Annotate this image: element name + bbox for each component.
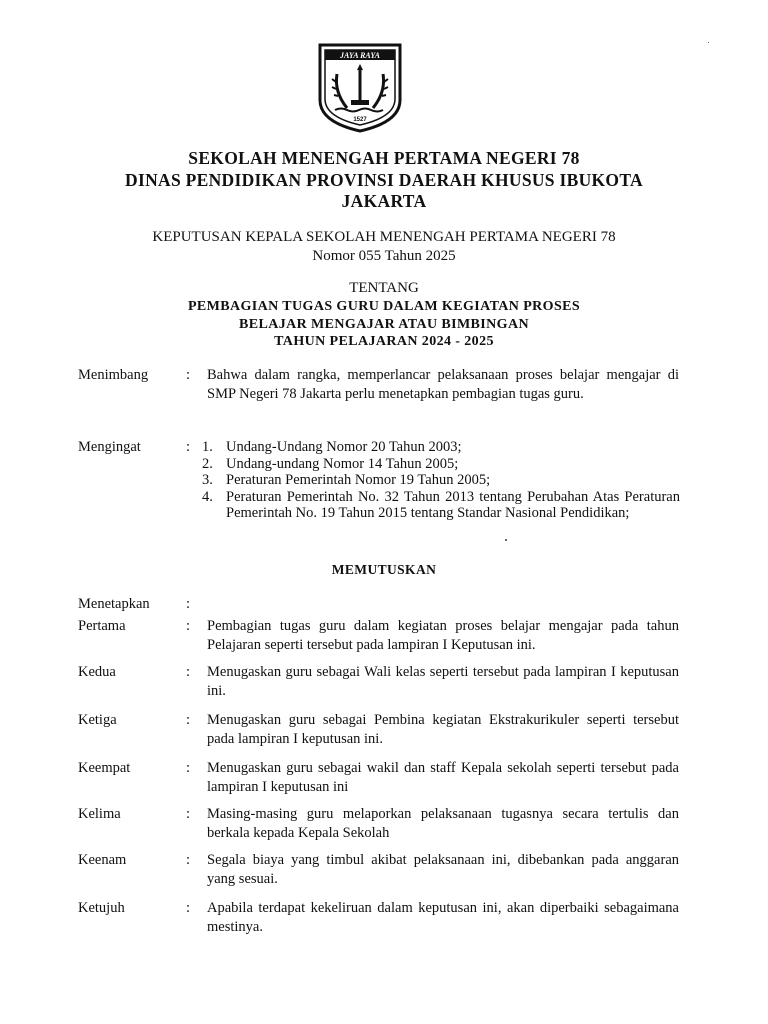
list-item [202,456,680,473]
decree-about: TENTANG [349,280,419,296]
decision-label-keenam: Keenam [78,852,127,868]
decision-colon: : [186,618,191,634]
menimbang-colon: : [186,367,191,383]
decision-colon: : [186,712,191,728]
agency-name: DINAS PENDIDIKAN PROVINSI DAERAH KHUSUS IBUKOTA [125,170,643,190]
mengingat-colon: : [186,439,191,455]
mengingat-label: Mengingat [78,439,141,455]
list-item-text: Peraturan Pemerintah Nomor 19 Tahun 2005; [226,472,491,488]
emblem-motto: JAYA RAYA [340,51,380,60]
decision-label-kedua: Kedua [78,664,116,680]
emblem-year: 1527 [353,117,367,123]
decision-text-keenam: Segala biaya yang timbul akibat pelaksanaan ini, dibebankan pada anggaran yang sesuai. [207,852,679,887]
list-item [202,472,680,489]
list-item-text: Undang-undang Nomor 14 Tahun 2005; [226,455,459,472]
list-item-number: 2. [202,455,213,472]
decision-colon: : [186,806,191,822]
mengingat-list [202,439,680,522]
decision-colon: : [186,900,191,916]
city-name: JAKARTA [341,191,427,211]
decree-subject-line3: TAHUN PELAJARAN 2024 - 2025 [274,334,494,349]
list-item-number: 3. [202,472,213,488]
decision-text-ketujuh: Apabila terdapat kekeliruan dalam keputusan ini, akan diperbaiki sebagaimana mestinya. [207,900,679,935]
decision-text-kedua: Menugaskan guru sebagai Wali kelas seperti tersebut pada lampiran I keputusan ini. [207,664,679,699]
menimbang-label: Menimbang [78,367,149,383]
list-item-number: 4. [202,488,213,505]
decision-text-ketiga: Menugaskan guru sebagai Pembina kegiatan Ekstrakurikuler seperti tersebut pada lampiran I keputusan ini. [207,712,679,747]
decision-colon: : [186,852,191,868]
list-item-text: Peraturan Pemerintah No. 32 Tahun 2013 tentang Perubahan Atas Peraturan Pemerintah No. 19 Tahun 2015 tentang Standar Nasional Pendidikan; [226,488,680,521]
decision-label-keempat: Keempat [78,760,131,776]
decision-text-keempat: Menugaskan guru sebagai wakil dan staff Kepala sekolah seperti tersebut pada lampiran I keputusan ini [207,760,679,795]
decree-title: KEPUTUSAN KEPALA SEKOLAH MENENGAH PERTAMA NEGERI 78 [152,229,616,245]
decision-text-pertama: Pembagian tugas guru dalam kegiatan proses belajar mengajar pada tahun Pelajaran seperti tersebut pada lampiran I Keputusan ini. [207,618,679,653]
list-item-text: Undang-Undang Nomor 20 Tahun 2003; [226,439,462,455]
decree-subject-line1: PEMBAGIAN TUGAS GURU DALAM KEGIATAN PROSES [187,299,581,314]
decision-label-ketujuh: Ketujuh [78,900,125,916]
menetapkan-colon: : [186,596,191,612]
decision-text-kelima: Masing-masing guru melaporkan pelaksanaan tugasnya secara tertulis dan berkala kepada Kepala Sekolah [207,806,679,841]
list-item [202,489,680,522]
menetapkan-label: Menetapkan [78,596,150,612]
scan-speck [708,42,709,43]
list-item [202,439,680,456]
decision-label-kelima: Kelima [78,806,121,822]
decision-label-ketiga: Ketiga [78,712,117,728]
jakarta-emblem-logo [317,42,403,134]
decision-colon: : [186,664,191,680]
decision-label-pertama: Pertama [78,618,126,634]
menimbang-text: Bahwa dalam rangka, memperlancar pelaksanaan proses belajar mengajar di SMP Negeri 78 Jakarta perlu menetapkan pembagian tugas guru. [207,367,679,402]
scan-speck [505,539,507,541]
list-item-number: 1. [202,439,213,455]
decree-number: Nomor 055 Tahun 2025 [312,248,456,264]
decision-colon: : [186,760,191,776]
school-name: SEKOLAH MENENGAH PERTAMA NEGERI 78 [188,148,580,168]
decree-subject-line2: BELAJAR MENGAJAR ATAU BIMBINGAN [239,317,529,332]
memutuskan-heading: MEMUTUSKAN [331,562,437,577]
